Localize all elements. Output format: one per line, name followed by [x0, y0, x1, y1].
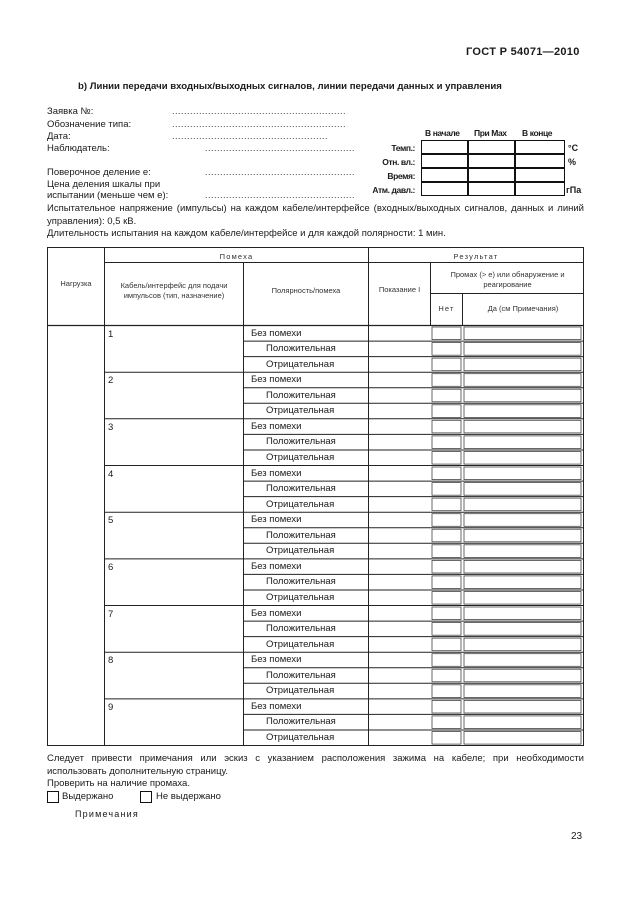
polarity-negative: Отрицательная: [266, 452, 335, 463]
env-col-start: В начале: [425, 128, 460, 138]
col-no-header: Нет: [438, 304, 455, 313]
polarity-none: Без помехи: [251, 374, 302, 386]
failed-label: Не выдержано: [156, 791, 221, 802]
result-yes-box: [464, 374, 581, 387]
env-temp-label: Темп.:: [391, 143, 415, 153]
result-yes-box: [464, 607, 581, 620]
result-yes-box: [464, 545, 581, 558]
env-temp-unit: °C: [568, 143, 579, 153]
result-yes-box: [464, 452, 581, 465]
result-yes-box: [464, 389, 581, 402]
result-no-box: [432, 483, 461, 496]
polarity-none: Без помехи: [251, 607, 302, 619]
date-label: Дата:: [47, 131, 71, 142]
col-error-header: Промах (> e) или обнаружение и реагирование: [450, 270, 565, 289]
cable-number: 9: [108, 701, 114, 713]
polarity-positive: Положительная: [266, 576, 336, 588]
result-yes-box: [464, 514, 581, 527]
result-no-box: [432, 685, 461, 698]
passed-label: Выдержано: [62, 791, 114, 802]
cable-number: 1: [108, 328, 114, 340]
notes-heading: Примечания: [75, 809, 139, 819]
page-number: 23: [571, 831, 583, 842]
polarity-negative: Отрицательная: [266, 732, 335, 743]
result-yes-box: [464, 436, 581, 449]
cable-number: 2: [108, 375, 114, 387]
result-no-box: [432, 716, 461, 729]
result-yes-box: [464, 327, 581, 340]
observer-label: Наблюдатель:: [47, 143, 110, 154]
polarity-positive: Положительная: [266, 623, 336, 635]
cable-number: 4: [108, 468, 114, 480]
result-no-box: [432, 623, 461, 636]
result-yes-box: [464, 669, 581, 682]
cable-number: 5: [108, 515, 114, 527]
result-no-box: [432, 638, 461, 651]
result-no-box: [432, 529, 461, 542]
polarity-negative: Отрицательная: [266, 405, 335, 417]
result-no-box: [432, 514, 461, 527]
polarity-negative: Отрицательная: [266, 638, 335, 650]
polarity-positive: Положительная: [266, 529, 336, 541]
env-col-end: В конце: [522, 128, 553, 138]
result-yes-box: [464, 592, 581, 605]
result-no-box: [432, 358, 461, 371]
polarity-positive: Положительная: [266, 716, 336, 728]
result-yes-box: [464, 405, 581, 418]
section-subtitle: b) Линии передачи входных/выходных сигналов, линии передачи данных и управления: [78, 81, 502, 92]
result-no-box: [432, 389, 461, 402]
cable-number: 6: [108, 561, 114, 573]
cable-number: 3: [108, 421, 114, 433]
result-no-box: [432, 343, 461, 356]
col-yes-header: Да (см Примечания): [487, 304, 559, 313]
env-humidity-label: Отн. вл.:: [382, 157, 415, 167]
result-yes-box: [464, 732, 581, 745]
scale-label-line1: Цена деления шкалы при: [47, 179, 161, 190]
polarity-negative: Отрицательная: [266, 685, 335, 697]
result-yes-box: [464, 700, 581, 713]
application-field[interactable]: ..........................................................: [172, 106, 347, 116]
polarity-none: Без помехи: [251, 420, 302, 432]
calibration-field[interactable]: ..................................................: [205, 167, 356, 177]
col-result-header: Результат: [453, 252, 499, 261]
result-yes-box: [464, 498, 581, 511]
cable-number: 8: [108, 655, 114, 667]
col-interference-header: Помеха: [219, 252, 254, 261]
type-label: Обозначение типа:: [47, 119, 132, 130]
result-yes-box: [464, 420, 581, 433]
result-yes-box: [464, 638, 581, 651]
test-duration-text: Длительность испытания на каждом кабеле/интерфейсе и для каждой полярности: 1 мин.: [47, 228, 446, 239]
polarity-positive: Положительная: [266, 436, 336, 448]
result-no-box: [432, 545, 461, 558]
date-field[interactable]: ....................................................: [172, 131, 329, 141]
result-yes-box: [464, 716, 581, 729]
env-pressure-label: Атм. давл.:: [372, 185, 415, 195]
polarity-positive: Положительная: [266, 669, 336, 681]
polarity-negative: Отрицательная: [266, 592, 335, 603]
result-yes-box: [464, 343, 581, 356]
standard-number: ГОСТ Р 54071—2010: [466, 46, 580, 58]
result-no-box: [432, 498, 461, 511]
result-no-box: [432, 669, 461, 682]
result-yes-box: [464, 467, 581, 480]
result-yes-box: [464, 358, 581, 371]
result-yes-box: [464, 654, 581, 667]
env-pressure-unit: гПа: [566, 185, 582, 195]
result-no-box: [432, 405, 461, 418]
col-load-header: Нагрузка: [60, 279, 92, 288]
calibration-label: Поверочное деление e:: [47, 167, 151, 178]
env-time-label: Время:: [387, 171, 415, 181]
result-no-box: [432, 654, 461, 667]
passed-checkbox[interactable]: [47, 791, 59, 803]
col-polarity-header: Полярность/помеха: [271, 286, 341, 295]
type-field[interactable]: ..........................................................: [172, 119, 347, 129]
polarity-none: Без помехи: [251, 654, 302, 666]
result-yes-box: [464, 483, 581, 496]
polarity-none: Без помехи: [251, 467, 302, 479]
result-no-box: [432, 560, 461, 573]
result-no-box: [432, 467, 461, 480]
result-no-box: [432, 607, 461, 620]
scale-label-line2: испытании (меньше чем e):: [47, 190, 169, 201]
env-col-max: При Max: [474, 128, 507, 138]
polarity-positive: Положительная: [266, 389, 336, 401]
test-voltage-text: Испытательное напряжение (импульсы) на каждом кабеле/интерфейсе (входных/выходных сигналов, данных и линий управления): 0,5 кВ.: [47, 203, 584, 227]
env-humidity-unit: %: [568, 157, 577, 167]
polarity-positive: Положительная: [266, 343, 336, 355]
polarity-none: Без помехи: [251, 560, 302, 572]
polarity-negative: Отрицательная: [266, 498, 335, 510]
result-no-box: [432, 436, 461, 449]
check-instruction: Проверить на наличие промаха.: [47, 778, 190, 789]
result-yes-box: [464, 560, 581, 573]
result-yes-box: [464, 529, 581, 542]
result-no-box: [432, 420, 461, 433]
result-no-box: [432, 700, 461, 713]
polarity-negative: Отрицательная: [266, 545, 335, 557]
result-no-box: [432, 327, 461, 340]
polarity-none: Без помехи: [251, 514, 302, 526]
result-no-box: [432, 592, 461, 605]
result-yes-box: [464, 576, 581, 589]
application-label: Заявка №:: [47, 106, 94, 117]
cable-number: 7: [108, 608, 114, 620]
polarity-none: Без помехи: [251, 327, 302, 339]
note-instructions: Следует привести примечания или эскиз с указанием расположения зажима на кабеле; при необходимости использовать дополнительную страницу.: [47, 753, 584, 777]
observer-field[interactable]: ..................................................: [205, 143, 356, 153]
col-cable-header: Кабель/интерфейс для подачи импульсов (тип, назначение): [120, 281, 228, 300]
polarity-none: Без помехи: [251, 700, 302, 712]
result-no-box: [432, 374, 461, 387]
result-yes-box: [464, 623, 581, 636]
polarity-negative: Отрицательная: [266, 358, 335, 370]
result-yes-box: [464, 685, 581, 698]
failed-checkbox[interactable]: [140, 791, 152, 803]
scale-field[interactable]: ..................................................: [205, 190, 356, 200]
result-no-box: [432, 452, 461, 465]
col-reading-header: Показание I: [378, 285, 421, 294]
polarity-positive: Положительная: [266, 483, 336, 495]
result-no-box: [432, 732, 461, 745]
result-no-box: [432, 576, 461, 589]
